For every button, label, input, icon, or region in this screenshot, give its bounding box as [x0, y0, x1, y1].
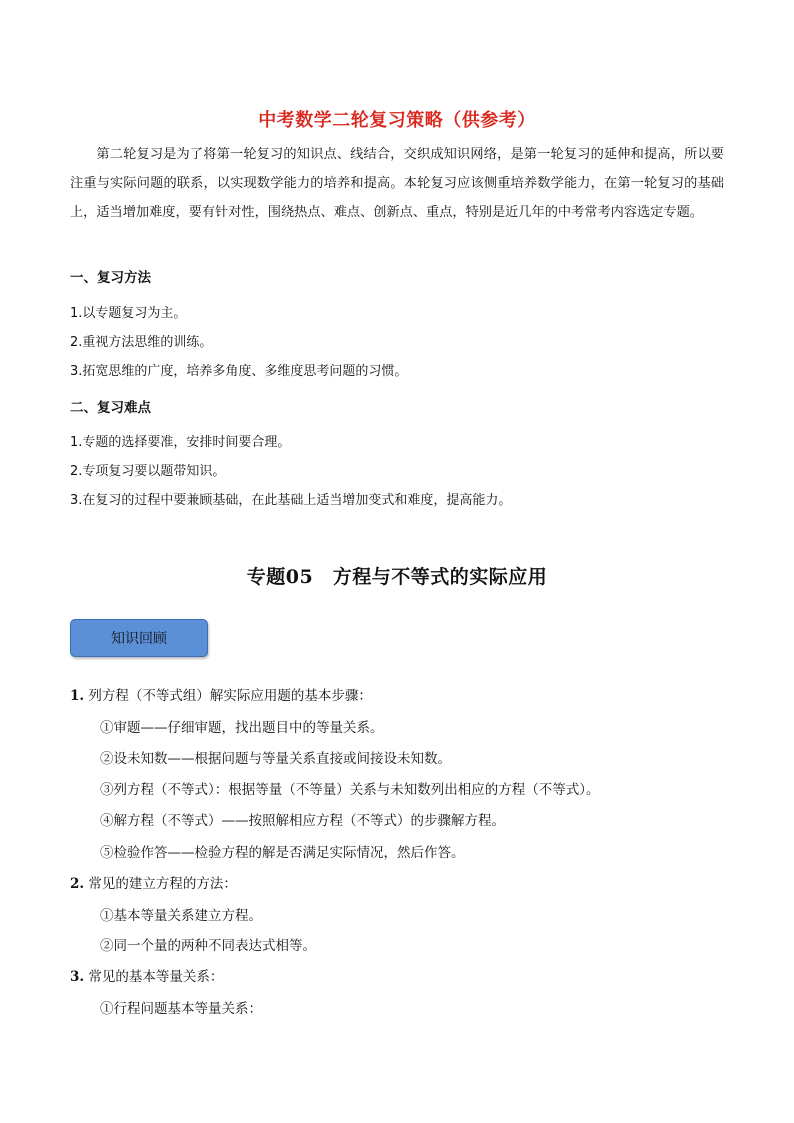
method-item: 1.以专题复习为主。: [70, 306, 187, 321]
method-item: 3.拓宽思维的广度，培养多角度、多维度思考问题的习惯。: [70, 364, 408, 379]
review-item-1: [70, 684, 372, 704]
review-step: ①基本等量关系建立方程。: [100, 908, 262, 924]
method-heading: 一、复习方法: [70, 270, 151, 286]
strategy-title: 中考数学二轮复习策略（供参考）: [258, 110, 536, 131]
knowledge-review-badge: 知识回顾: [70, 619, 208, 657]
topic-title: 专题05 方程与不等式的实际应用: [246, 566, 548, 588]
review-step: ①行程问题基本等量关系：: [100, 1001, 262, 1017]
difficulty-heading: 二、复习难点: [70, 400, 151, 416]
review-step: ②设未知数——根据问题与等量关系直接或间接设未知数。: [100, 751, 451, 767]
difficulty-item: 2.专项复习要以题带知识。: [70, 464, 226, 479]
review-item-number: 1.: [70, 688, 85, 704]
difficulty-item: 3.在复习的过程中要兼顾基础，在此基础上适当增加变式和难度，提高能力。: [70, 493, 512, 508]
review-item-number: 3.: [70, 969, 85, 985]
review-step: ⑤检验作答——检验方程的解是否满足实际情况，然后作答。: [100, 845, 465, 861]
difficulty-item: 1.专题的选择要准，安排时间要合理。: [70, 435, 291, 450]
review-item-text: 列方程（不等式组）解实际应用题的基本步骤：: [88, 688, 372, 704]
review-item-text: 常见的基本等量关系：: [88, 969, 224, 985]
review-step: ②同一个量的两种不同表达式相等。: [100, 938, 316, 954]
review-step: ③列方程（不等式）：根据等量（不等量）关系与未知数列出相应的方程（不等式）。: [100, 782, 600, 798]
review-step: ④解方程（不等式）——按照解相应方程（不等式）的步骤解方程。: [100, 813, 505, 829]
strategy-intro-paragraph: 第二轮复习是为了将第一轮复习的知识点、线结合，交织成知识网络，是第一轮复习的延伸和提高，所以要注重与实际问题的联系，以实现数学能力的培养和提高。本轮复习应该侧重培养数学能力，在第一轮复习的基础上，适当增加难度，要有针对性，围绕热点、难点、创新点、重点，特别是近几年的中考常考内容选定专题。: [70, 147, 724, 220]
review-item-2: [70, 872, 237, 892]
review-item-text: 常见的建立方程的方法：: [88, 876, 237, 892]
method-item: 2.重视方法思维的训练。: [70, 335, 213, 350]
review-item-3: [70, 965, 223, 985]
review-step: ①审题——仔细审题，找出题目中的等量关系。: [100, 720, 384, 736]
review-item-number: 2.: [70, 876, 85, 892]
